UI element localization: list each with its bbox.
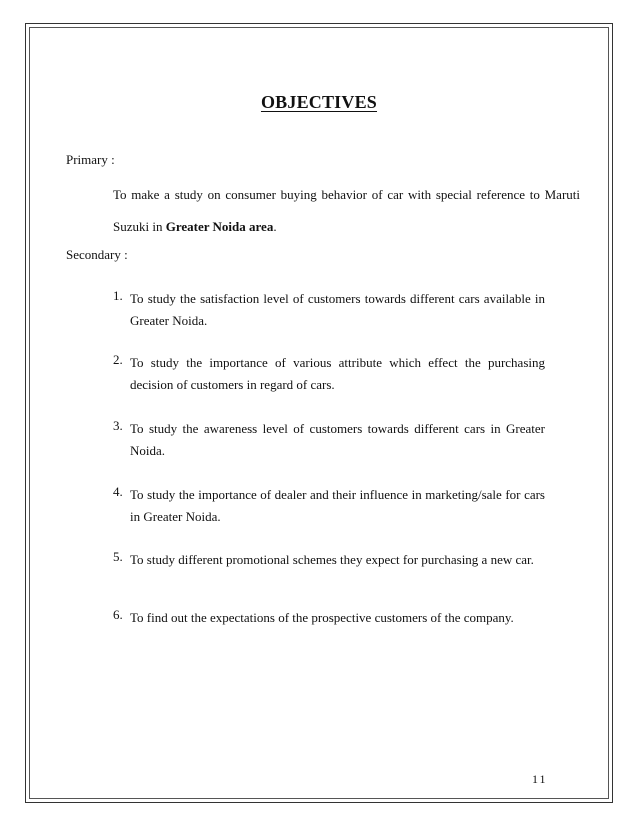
- secondary-objective-item: [113, 607, 545, 629]
- secondary-objective-item: [113, 484, 545, 528]
- page-title: OBJECTIVES: [260, 92, 378, 112]
- secondary-objective-item: [113, 352, 545, 396]
- secondary-objective-item: [113, 418, 545, 462]
- primary-line2-suffix: .: [273, 219, 277, 234]
- item-text: To find out the expectations of the prospective customers of the company.: [130, 610, 514, 625]
- primary-label: Primary :: [66, 152, 115, 167]
- item-number: 5.: [113, 549, 123, 564]
- page-number: 11: [532, 772, 548, 786]
- item-number: 1.: [113, 288, 123, 303]
- item-number: 6.: [113, 607, 123, 622]
- primary-objective-line-2: [113, 219, 277, 235]
- secondary-objective-item: [113, 288, 545, 332]
- primary-objective-line-1: To make a study on consumer buying behavior of car with special reference to Maruti: [113, 187, 580, 202]
- item-number: 4.: [113, 484, 123, 499]
- item-number: 3.: [113, 418, 123, 433]
- primary-line2-bold: Greater Noida area: [165, 219, 274, 234]
- item-text: To study the importance of dealer and their influence in marketing/sale for cars in Greater Noida.: [130, 487, 545, 524]
- item-text: To study the awareness level of customers towards different cars in Greater Noida.: [130, 421, 545, 458]
- page-border-inner: [29, 27, 609, 799]
- secondary-label: Secondary :: [66, 247, 128, 262]
- item-text: To study the satisfaction level of customers towards different cars available in Greater Noida.: [130, 291, 545, 328]
- item-number: 2.: [113, 352, 123, 367]
- secondary-objective-item: [113, 549, 545, 571]
- item-text: To study different promotional schemes they expect for purchasing a new car.: [130, 552, 534, 567]
- item-text: To study the importance of various attribute which effect the purchasing decision of customers in regard of cars.: [130, 355, 545, 392]
- primary-line2-prefix: Suzuki in: [113, 219, 166, 234]
